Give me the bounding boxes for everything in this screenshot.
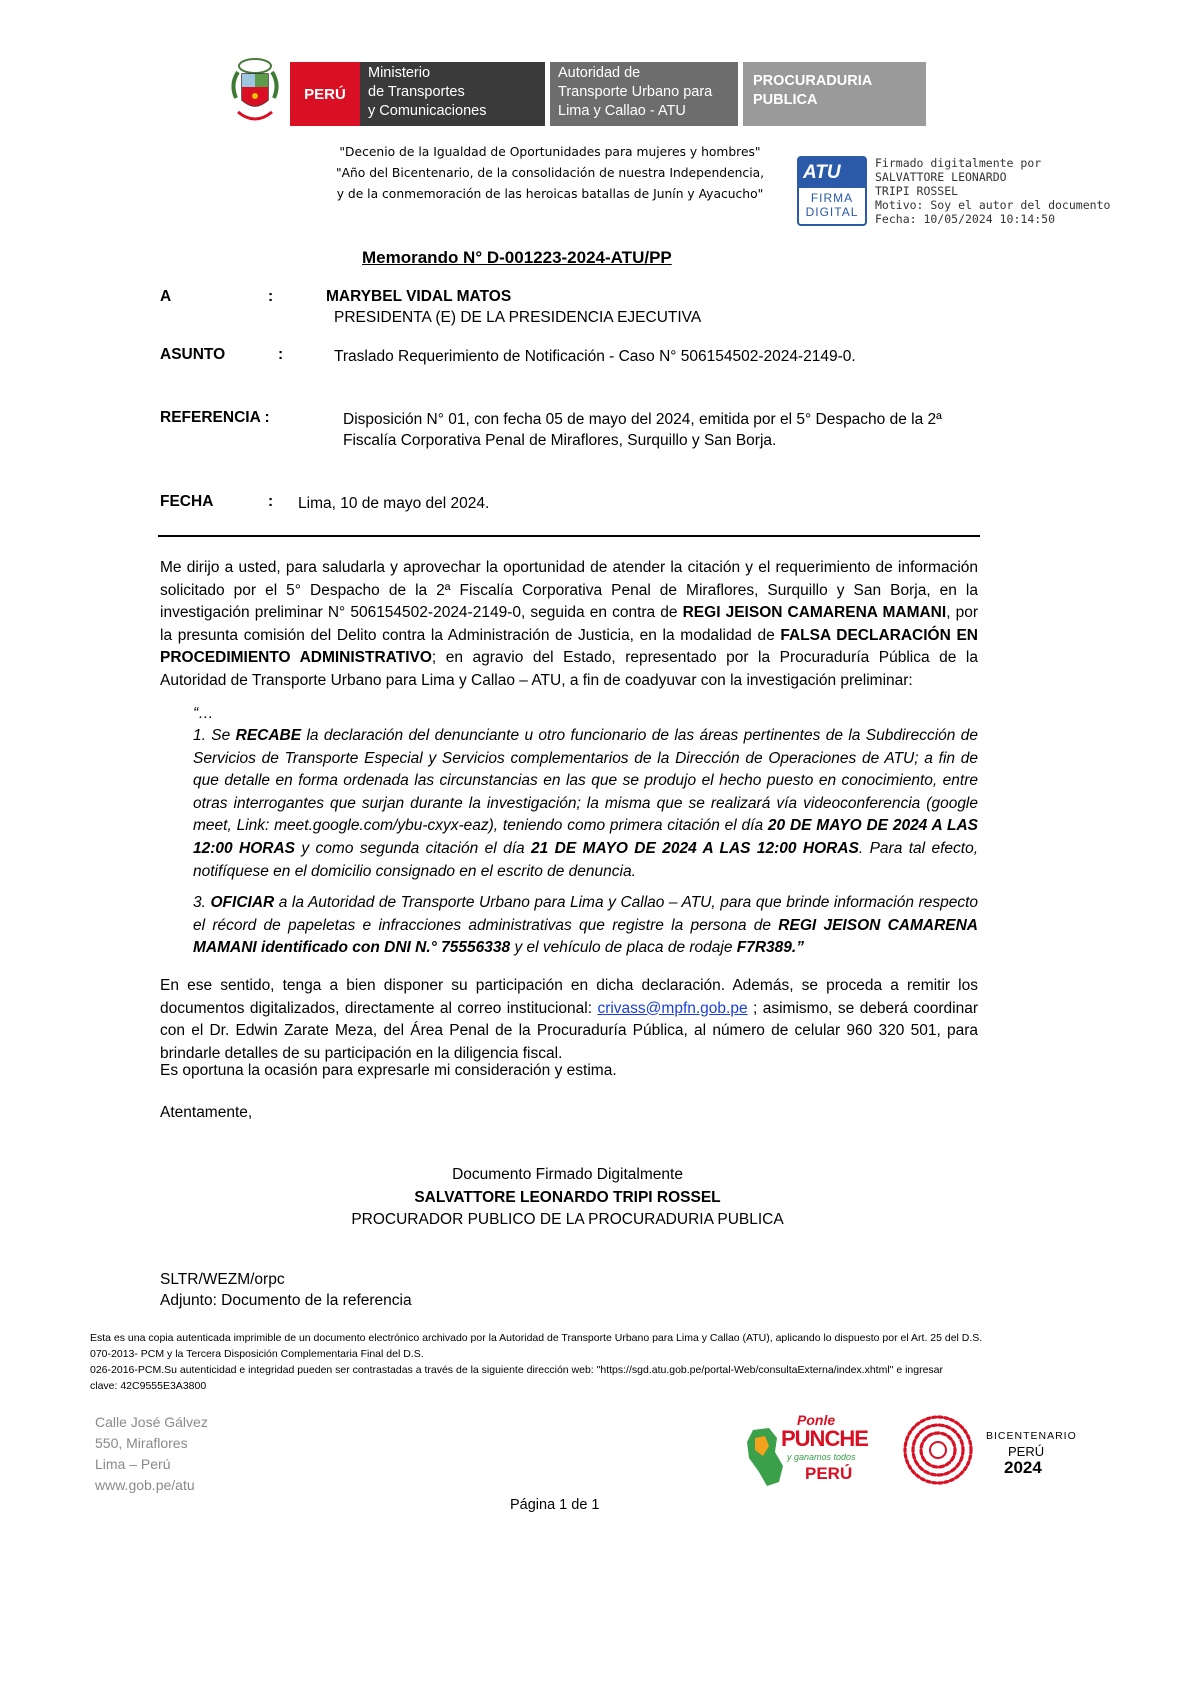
page-number: Página 1 de 1 [510,1497,600,1513]
signature-line: SALVATTORE LEONARDO [875,170,1007,184]
procuraduria-line: PUBLICA [753,92,818,108]
decenio-line: y de la conmemoración de las heroicas batallas de Junín y Ayacucho" [336,187,764,201]
ganamos-text: y ganamos todos [787,1452,856,1462]
digital-signature-badge [797,156,867,226]
ministry-box [360,62,545,126]
peru-text: PERÚ [805,1464,853,1483]
to-name: MARYBEL VIDAL MATOS [326,288,512,305]
body-paragraph-1: Me dirijo a usted, para saludarla y aprovechar la oportunidad de atender la citación y el requerimiento de información solicitado por el 5° Despacho de la 2ª Fiscalía Corporativa Penal de Miraflores, Surquillo y San Borja, en la investigación preliminar N° 506154502-2024-2149-0, seguida en contra de REGI JEISON CAMARENA MAMANI, por la presunta comisión del Delito contra la Administración de Justicia, en la modalidad de FALSA DECLARACIÓN EN PROCEDIMIENTO ADMINISTRATIVO; en agravio del Estado, representado por la Procuraduría Pública de la Autoridad de Transporte Urbano para Lima y Callao – ATU, a fin de coadyuvar con la investigación preliminar: [160,559,978,689]
legal-note-line: Esta es una copia autenticada imprimible de un documento electrónico archivado por la Autoridad de Transporte Urbano para Lima y Callao (ATU), aplicando lo dispuesto por el Art. 25 del D.S. [90,1332,983,1344]
to-colon: : [268,288,274,305]
footer-address [95,1412,208,1496]
bicentenario-word: BICENTENARIO [986,1430,1077,1442]
ponle-punche-logo [745,1412,868,1492]
address-line: 550, Miraflores [95,1435,188,1451]
atu-logo-text: ATU [803,162,841,183]
decenio-line: "Año del Bicentenario, de la consolidación de nuestra Independencia, [335,166,765,180]
quote-item-3: 3. OFICIAR a la Autoridad de Transporte Urbano para Lima y Callao – ATU, para que brinde información respecto el récord de papeletas e infracciones administrativas que registre la persona de REGI JEISON CAMARENA MAMANI identificado con DNI N.° 75556338 y el vehículo de placa de rodaje F7R389.” [193,894,979,957]
subject-colon: : [278,346,284,363]
signature-line: Motivo: Soy el autor del documento [875,198,1111,212]
ponle-text: Ponle [797,1412,836,1428]
peru-box [290,62,360,126]
signature-line: Fecha: 10/05/2024 10:14:50 [875,212,1056,226]
initials: SLTR/WEZM/orpc [160,1271,285,1288]
authority-line: Transporte Urbano para [558,84,713,100]
signature-details [875,156,1195,226]
address-line: Lima – Perú [95,1456,171,1472]
website-link[interactable]: www.gob.pe/atu [95,1477,195,1493]
legal-note-line: 070-2013- PCM y la Tercera Disposición Complementaria Final del D.S. [90,1348,424,1360]
legal-note [90,1330,1110,1394]
attachment: Adjunto: Documento de la referencia [160,1292,412,1309]
address-line: Calle José Gálvez [95,1414,208,1430]
procuraduria-line: PROCURADURIA [753,73,873,89]
date-label: FECHA [160,493,214,510]
email-link[interactable]: crivass@mpfn.gob.pe [597,999,748,1017]
legal-note-line: 026-2016-PCM.Su autenticidad e integridad pueden ser contrastadas a través de la siguiente dirección web: "https://sgd.atu.gob.pe/portal-Web/consultaExterna/index.xhtml" e ingresar [90,1364,944,1376]
peru-map-icon [745,1426,785,1488]
date-colon: : [268,493,274,510]
body-paragraph-3: Es oportuna la ocasión para expresarle mi consideración y estima. [160,1062,617,1079]
peru-label: PERÚ [304,85,346,103]
procuraduria-box [743,62,926,126]
bicentenario-emblem-icon [900,1412,976,1488]
quote-open: “… [193,705,214,722]
signature-line: TRIPI ROSSEL [875,184,959,198]
peru-coat-of-arms [226,56,284,128]
ministry-line: Ministerio [368,65,431,81]
reference-line: Disposición N° 01, con fecha 05 de mayo del 2024, emitida por el 5° Despacho de la 2ª [343,411,942,428]
atu-logo [799,158,865,188]
punche-text: PUNCHE [781,1426,868,1451]
quote-item-1: 1. Se RECABE la declaración del denunciante u otro funcionario de las áreas pertinentes de la Subdirección de Servicios de Transporte Especial y Servicios complementarios de la Dirección de Operaciones de ATU; a fin de que detalle en forma ordenada las circunstancias en las que se produjo el hecho puesto en conocimiento, entre otras interrogantes que surjan durante la investigación; la misma que se realizará vía videoconferencia (google meet, Link: meet.google.com/ybu-cxyx-eaz), teniendo como primera citación el día 20 DE MAYO DE 2024 A LAS 12:00 HORAS y como segunda citación el día 21 DE MAYO DE 2024 A LAS 12:00 HORAS. Para tal efecto, notifíquese en el domicilio consignado en el escrito de denuncia. [193,727,979,880]
to-label: A [160,288,172,305]
decenio-line: "Decenio de la Igualdad de Oportunidades para mujeres y hombres" [339,145,761,159]
signoff-name: SALVATTORE LEONARDO TRIPI ROSSEL [414,1188,721,1206]
legal-note-line: clave: 42C9555E3A3800 [90,1380,207,1392]
reference-line: Fiscalía Corporativa Penal de Miraflores, Surquillo y San Borja. [343,432,777,449]
signoff-line: Documento Firmado Digitalmente [452,1166,683,1183]
to-position: PRESIDENTA (E) DE LA PRESIDENCIA EJECUTIVA [334,309,702,326]
bicentenario-logo [900,1412,1080,1492]
authority-line: Autoridad de [558,65,641,81]
bicentenario-year: 2024 [1004,1458,1042,1477]
decenio-block [300,142,800,205]
digital-label: DIGITAL [805,205,859,219]
authority-line: Lima y Callao - ATU [558,103,686,119]
firma-label: FIRMA [810,191,854,205]
ministry-line: de Transportes [368,84,465,100]
coat-of-arms-icon [226,56,284,128]
closing: Atentamente, [160,1104,253,1121]
signoff-block [260,1164,875,1232]
header-divider [158,535,980,537]
signature-line: Firmado digitalmente por [875,156,1042,170]
subject-label: ASUNTO [160,346,226,363]
bicentenario-country: PERÚ [1008,1444,1045,1459]
body-paragraph-2: En ese sentido, tenga a bien disponer su participación en dicha declaración. Además, se proceda a remitir los documentos digitalizados, directamente al correo institucional: crivass@mpfn.gob.pe ; asimismo, se deberá coordinar con el Dr. Edwin Zarate Meza, del Área Penal de la Procuraduría Pública, al número de celular 960 320 501, para brindarle detalles de su participación en la diligencia fiscal. [160,977,978,1062]
ministry-line: y Comunicaciones [368,103,487,119]
reference-label: REFERENCIA : [160,409,270,426]
date-text: Lima, 10 de mayo del 2024. [298,495,490,512]
signoff-title: PROCURADOR PUBLICO DE LA PROCURADURIA PUBLICA [351,1211,784,1229]
authority-box [550,62,738,126]
memo-title: Memorando N° D-001223-2024-ATU/PP [362,248,672,267]
subject-text: Traslado Requerimiento de Notificación - Caso N° 506154502-2024-2149-0. [334,348,856,365]
